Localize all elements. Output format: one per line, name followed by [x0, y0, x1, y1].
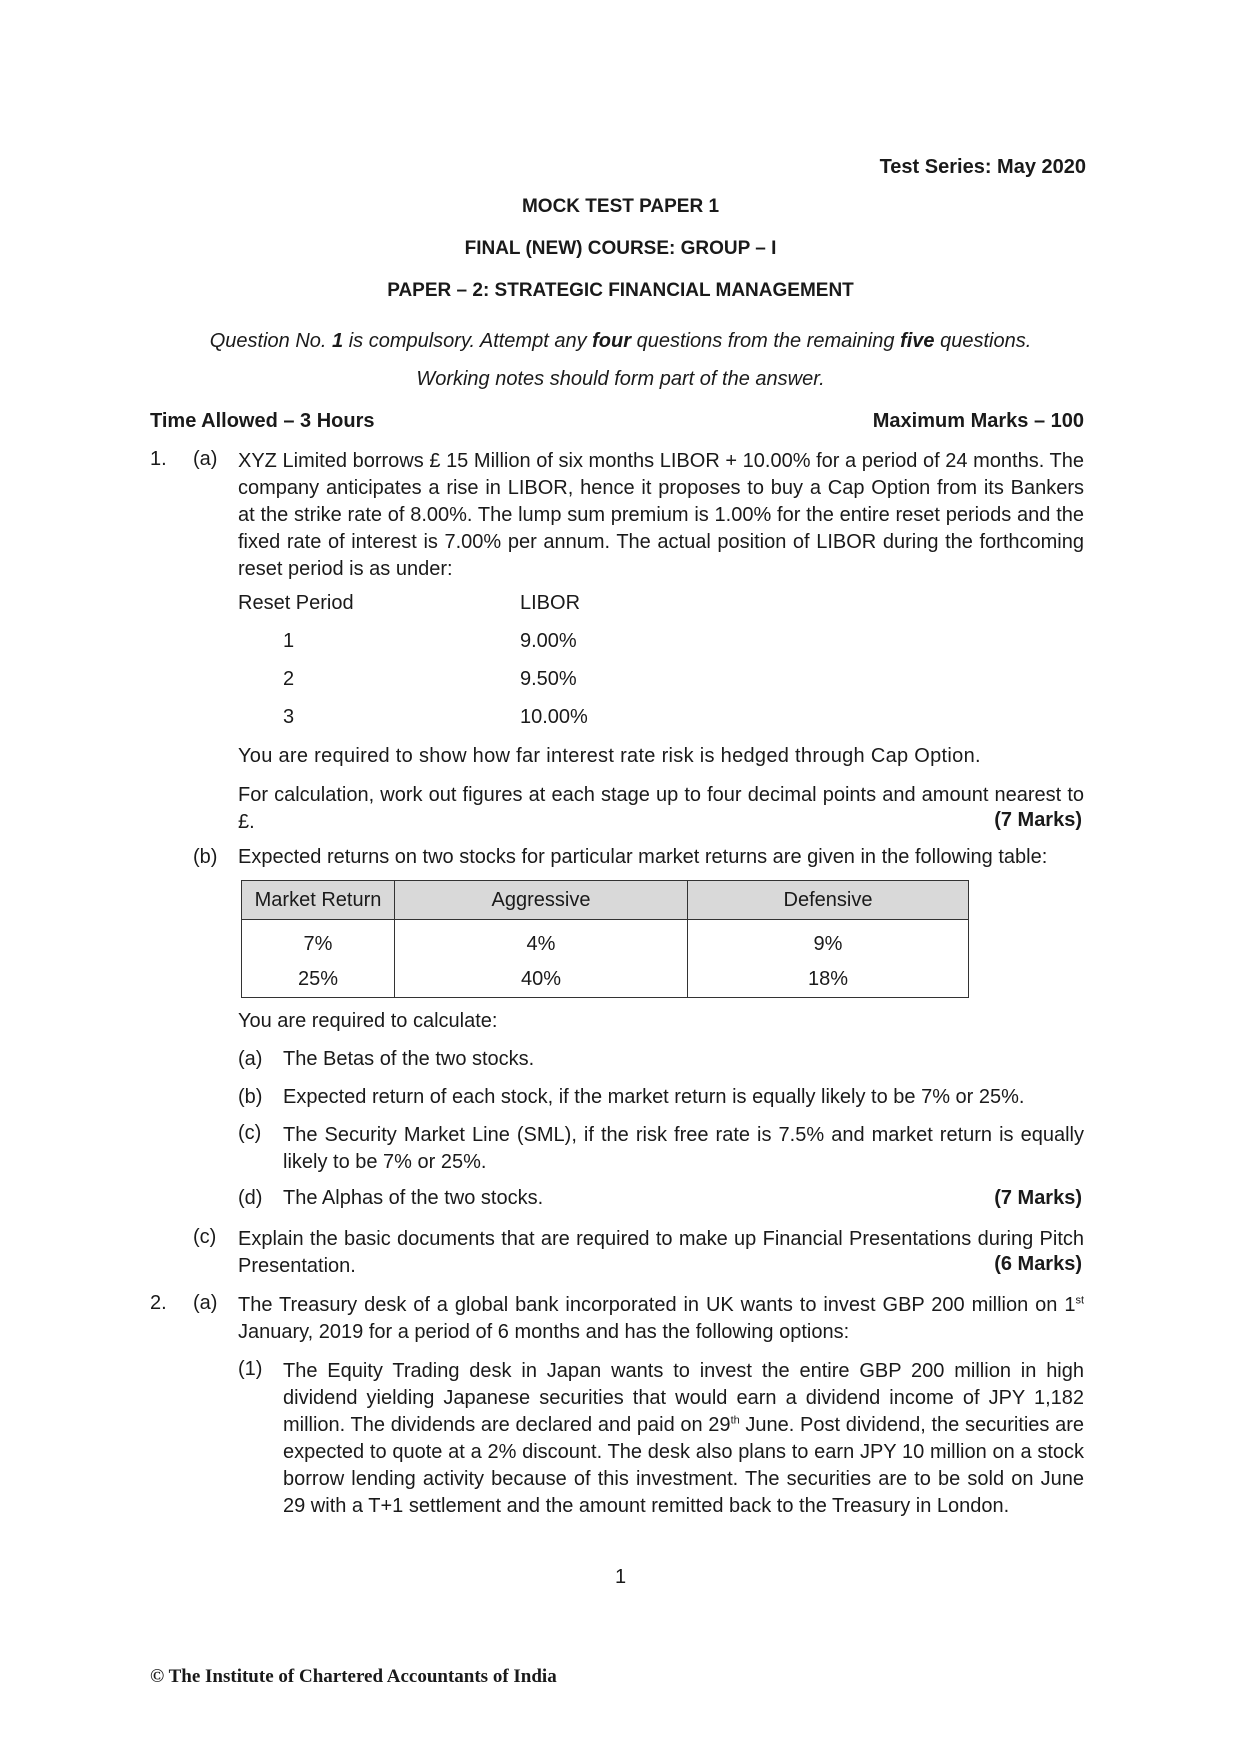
mock-test-title: MOCK TEST PAPER 1: [521, 196, 720, 217]
question-1a-label: (a): [193, 448, 218, 470]
instructions: Question No. 1 is compulsory. Attempt any four questions from the remaining five questions.: [209, 330, 1032, 352]
reset-period-value: 1: [283, 630, 295, 652]
libor-value: 9.00%: [520, 630, 577, 652]
sub-item-label: (c): [238, 1122, 262, 1144]
table-row: [242, 962, 969, 998]
paper-title: PAPER – 2: STRATEGIC FINANCIAL MANAGEMENT: [387, 280, 854, 301]
question-2a-label: (a): [193, 1292, 218, 1314]
question-1b-label: (b): [193, 846, 218, 868]
question-1c-marks: (6 Marks): [994, 1253, 1082, 1275]
time-allowed: Time Allowed – 3 Hours: [150, 410, 375, 432]
table-row: [242, 920, 969, 963]
reset-period-value: 2: [283, 668, 295, 690]
reset-period-header: Reset Period: [238, 592, 354, 614]
question-1-number: 1.: [150, 448, 167, 470]
table-cell: 18%: [688, 962, 969, 998]
sub-item-text: The Betas of the two stocks.: [283, 1048, 535, 1070]
column-header-market-return: Market Return: [242, 881, 395, 920]
table-cell: 7%: [242, 920, 395, 963]
question-2a-text: The Treasury desk of a global bank incorporated in UK wants to invest GBP 200 million on 1st January, 2019 for a period of 6 months and has the following options:: [238, 1294, 1084, 1343]
table-header-row: [242, 881, 969, 920]
sub-item-label: (b): [238, 1086, 263, 1108]
column-header-defensive: Defensive: [688, 881, 969, 920]
returns-table: [241, 880, 969, 998]
question-1b-text: Expected returns on two stocks for particular market returns are given in the following table:: [238, 846, 1048, 868]
reset-period-value: 3: [283, 706, 295, 728]
question-1c-label: (c): [193, 1226, 217, 1248]
table-cell: 9%: [688, 920, 969, 963]
question-1a-calc-note: For calculation, work out figures at each stage up to four decimal points and amount nearest to £.: [238, 784, 1084, 833]
option-1-label: (1): [238, 1358, 263, 1380]
test-series-label: Test Series: May 2020: [879, 156, 1086, 178]
sub-item-label: (a): [238, 1048, 263, 1070]
libor-value: 10.00%: [520, 706, 588, 728]
column-header-aggressive: Aggressive: [395, 881, 688, 920]
page-number: 1: [614, 1566, 627, 1588]
question-2-number: 2.: [150, 1292, 167, 1314]
maximum-marks: Maximum Marks – 100: [872, 410, 1084, 432]
question-1b-marks: (7 Marks): [994, 1187, 1082, 1209]
libor-value: 9.50%: [520, 668, 577, 690]
question-1a-marks: (7 Marks): [994, 809, 1082, 831]
table-cell: 4%: [395, 920, 688, 963]
working-notes-note: Working notes should form part of the answer.: [416, 368, 825, 390]
table-cell: 25%: [242, 962, 395, 998]
copyright-notice: © The Institute of Chartered Accountants of India: [150, 1666, 557, 1687]
option-1-text: The Equity Trading desk in Japan wants to invest the entire GBP 200 million in high dividend yielding Japanese securities that would earn a dividend income of JPY 1,182 million. The dividends are declared and paid on 29th June. Post dividend, the securities are expected to quote at a 2% discount. The desk also plans to earn JPY 10 million on a stock borrow lending activity because of this investment. The securities are to be sold on June 29 with a T+1 settlement and the amount remitted back to the Treasury in London.: [283, 1360, 1084, 1517]
libor-header: LIBOR: [520, 592, 581, 614]
question-1b-calc-intro: You are required to calculate:: [238, 1010, 498, 1032]
sub-item-text: Expected return of each stock, if the market return is equally likely to be 7% or 25%.: [283, 1086, 1025, 1108]
sub-item-text: The Alphas of the two stocks.: [283, 1187, 544, 1209]
question-1a-text: XYZ Limited borrows £ 15 Million of six months LIBOR + 10.00% for a period of 24 months. The company anticipates a rise in LIBOR, hence it proposes to buy a Cap Option from its Bankers at the strike rate of 8.00%. The lump sum premium is 1.00% for the entire reset periods and the fixed rate of interest is 7.00% per annum. The actual position of LIBOR during the forthcoming reset period is as under:: [238, 450, 1084, 580]
course-title: FINAL (NEW) COURSE: GROUP – I: [464, 238, 777, 259]
question-1c-text: Explain the basic documents that are required to make up Financial Presentations during Pitch Presentation.: [238, 1228, 1084, 1277]
table-cell: 40%: [395, 962, 688, 998]
sub-item-label: (d): [238, 1187, 263, 1209]
question-1a-required: You are required to show how far interest rate risk is hedged through Cap Option.: [238, 745, 981, 767]
sub-item-text: The Security Market Line (SML), if the risk free rate is 7.5% and market return is equally likely to be 7% or 25%.: [283, 1124, 1084, 1173]
